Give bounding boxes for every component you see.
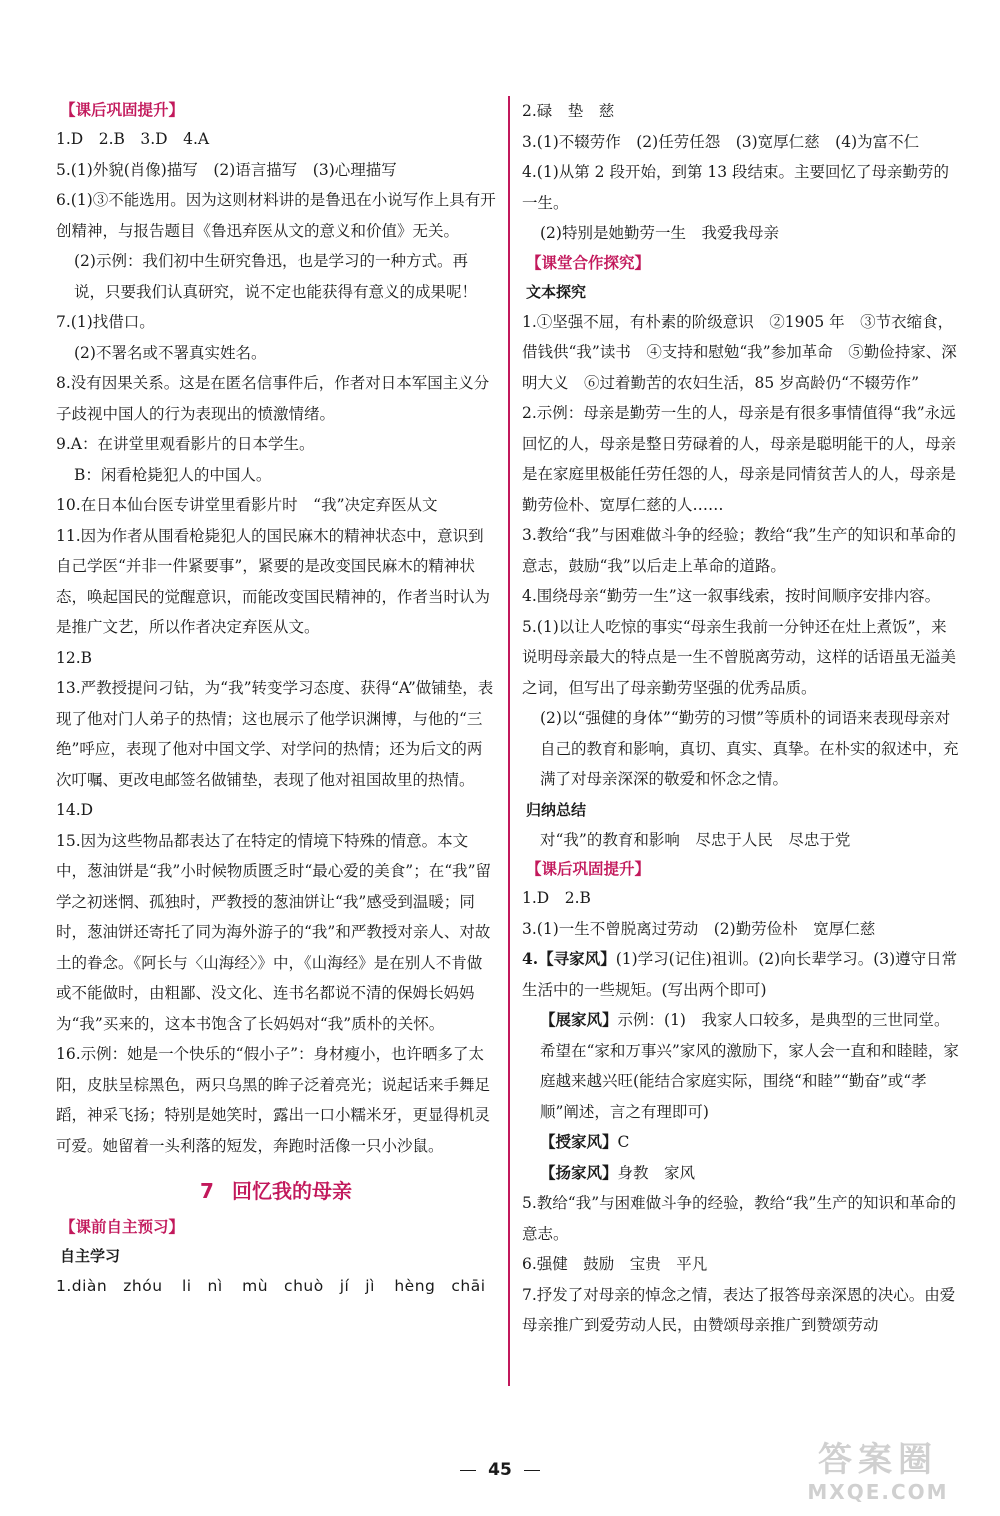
answer-tag: 【扬家风】: [540, 1162, 618, 1182]
answer-text: (1)学习(记住)祖训。(2)向长辈学习。(3)遵守日常生活中的一些规矩。(写出两个即可): [522, 950, 958, 999]
subsection-heading: 文本探究: [526, 282, 587, 301]
answer-text: 身教 家风: [617, 1163, 696, 1182]
answer-line: 5.教给“我”与困难做斗争的经验，教给“我”生产的知识和革命的意志。: [522, 1194, 956, 1243]
lesson-title: [56, 1169, 496, 1213]
answer-line: 2.示例：母亲是勤劳一生的人，母亲是有很多事情值得“我”永远回忆的人，母亲是整日劳碌着的人，母亲是聪明能干的人，母亲是在家庭里极能任劳任怨的人，母亲是同情贫苦人的人，母亲是勤劳俭朴、宽厚仁慈的人……: [522, 404, 957, 514]
section-heading: 【课前自主预习】: [60, 1218, 185, 1236]
answer-line: 16.示例：她是一个快乐的“假小子”：身材瘦小，也许晒多了太阳，皮肤呈棕黑色，两只乌黑的眸子泛着亮光；说起话来手舞足蹈，神采飞扬；特别是她笑时，露出一口小糯米牙，更显得机灵可爱。她留着一头利落的短发，奔跑时活像一只小沙鼠。: [56, 1045, 491, 1155]
watermark-line2: MXQE.COM: [807, 1480, 949, 1504]
answer-line: 12.B: [56, 648, 93, 667]
answer-tag: 【展家风】: [540, 1010, 618, 1029]
answer-line: 7.抒发了对母亲的悼念之情，表达了报答母亲深恩的决心。由爱母亲推广到爱劳动人民，由赞颂母亲推广到赞颂劳动: [522, 1285, 956, 1334]
right-column: [522, 96, 962, 1341]
answer-line: [522, 944, 962, 1005]
subsection-heading: 自主学习: [60, 1247, 121, 1265]
answer-line: 9.A：在讲堂里观看影片的日本学生。: [56, 435, 315, 453]
answer-line: 1.D 2.B 3.D 4.A: [56, 130, 210, 148]
answer-line: 5.(1)外貌(肖像)描写 (2)语言描写 (3)心理描写: [56, 160, 397, 179]
answer-line: [522, 1158, 962, 1189]
answer-line: 10.在日本仙台医专讲堂里看影片时 “我”决定弃医从文: [56, 496, 438, 514]
pinyin-answers: 1.diàn zhóu li nì mù chuò jí jì hèng chāi: [56, 1277, 486, 1295]
answer-line: 4.(1)从第 2 段开始，到第 13 段结束。主要回忆了母亲勤劳的一生。: [522, 163, 950, 212]
subsection-heading: 归纳总结: [526, 800, 587, 819]
answer-line: 15.因为这些物品都表达了在特定的情境下特殊的情意。本文中，葱油饼是“我”小时候物质匮乏时“最心爱的美食”；在“我”留学之初迷惘、孤独时，严教授的葱油饼让“我”感受到温暖；同时，葱油饼还寄托了同为海外游子的“我”和严教授对亲人、对故土的眷念。《阿长与〈山海经〉》中，《山海经》是在别人不肯做或不能做时，由粗鄙、没文化、连书名都说不清的保姆长妈妈为“我”买来的，这本书饱含了长妈妈对“我”质朴的关怀。: [56, 831, 492, 1033]
section-heading: 【课后巩固提升】: [526, 860, 651, 878]
answer-line: 8.没有因果关系。这是在匿名信事件后，作者对日本军国主义分子歧视中国人的行为表现出的愤激情绪。: [56, 374, 490, 423]
answer-line: 7.(1)找借口。: [56, 313, 155, 331]
lesson-number: 7: [200, 1179, 214, 1203]
answer-line: 2.碌 垫 慈: [522, 102, 615, 120]
answer-line: 1.D 2.B: [522, 889, 591, 907]
answer-line: 6.强健 鼓励 宝贵 平凡: [522, 1255, 708, 1273]
answer-line: 14.D: [56, 801, 94, 819]
answer-line: (2)以“强健的身体”“勤劳的习惯”等质朴的词语来表现母亲对自己的教育和影响，真切、真实、真挚。在朴实的叙述中，充满了对母亲深深的敬爱和怀念之情。: [540, 709, 959, 788]
answer-line: [522, 1005, 962, 1127]
section-heading: 【课后巩固提升】: [60, 101, 185, 119]
dash-left: [460, 1470, 476, 1471]
answer-tag: 【授家风】: [540, 1132, 618, 1151]
answer-line: 13.严教授提问刁钻，为“我”转变学习态度、获得“A”做铺垫，表现了他对门人弟子的热情；这也展示了他学识渊博，与他的“三绝”呼应，表现了他对中国文学、对学问的热情；还为后文的两次叮嘱、更改电邮签名做铺垫，表现了他对祖国故里的热情。: [56, 679, 494, 789]
answer-line: 1.①坚强不屈，有朴素的阶级意识 ②1905 年 ③节衣缩食，借钱供“我”读书 ④支持和慰勉“我”参加革命 ⑤勤俭持家、深明大义 ⑥过着勤苦的农妇生活，85 岁高龄仍“不辍劳作”: [522, 312, 957, 392]
answer-line: (2)示例：我们初中生研究鲁迅，也是学习的一种方式。再说，只要我们认真研究，说不定也能获得有意义的成果呢！: [74, 252, 478, 301]
answer-line: 4.围绕母亲“勤劳一生”这一叙事线索，按时间顺序安排内容。: [522, 587, 941, 605]
watermark-logo: [778, 1440, 978, 1510]
answer-text: C: [617, 1133, 630, 1151]
answer-line: (2)不署名或不署真实姓名。: [74, 343, 267, 362]
answer-line: 3.教给“我”与困难做斗争的经验；教给“我”生产的知识和革命的意志，鼓励“我”以后走上革命的道路。: [522, 526, 956, 575]
answer-tag: 4.【寻家风】: [522, 949, 616, 968]
answer-line: 3.(1)一生不曾脱离过劳动 (2)勤劳俭朴 宽厚仁慈: [522, 919, 876, 938]
answer-line: (2)特别是她勤劳一生 我爱我母亲: [540, 224, 779, 242]
answer-line: 3.(1)不辍劳作 (2)任劳任怨 (3)宽厚仁慈 (4)为富不仁: [522, 132, 920, 151]
column-divider: [508, 96, 510, 1386]
answer-line: [522, 1127, 962, 1158]
answer-line: 6.(1)③不能选用。因为这则材料讲的是鲁迅在小说写作上具有开创精神，与报告题目《鲁迅弃医从文的意义和价值》无关。: [56, 191, 496, 240]
answer-text: 示例：(1) 我家人口较多，是典型的三世同堂。希望在“家和万事兴”家风的激励下，家人会一直和和睦睦，家庭越来越兴旺(能结合家庭实际，围绕“和睦”“勤奋”或“孝顺”阐述，言之有理即可): [540, 1011, 959, 1121]
watermark-line1: 答案圈: [818, 1440, 938, 1480]
section-heading: 【课堂合作探究】: [526, 253, 651, 272]
answer-line: 5.(1)以让人吃惊的事实“母亲生我前一分钟还在灶上煮饭”，来说明母亲最大的特点是一生不曾脱离劳动，这样的话语虽无溢美之词，但写出了母亲勤劳坚强的优秀品质。: [522, 617, 957, 697]
left-column: [56, 96, 496, 1301]
dash-right: [524, 1470, 540, 1471]
answer-line: B：闲看枪毙犯人的中国人。: [74, 465, 272, 484]
lesson-title-text: 回忆我的母亲: [231, 1179, 352, 1203]
page-number-text: 45: [488, 1460, 512, 1480]
answer-line: 对“我”的教育和影响 尽忠于人民 尽忠于党: [540, 830, 851, 849]
answer-line: 11.因为作者从围看枪毙犯人的国民麻木的精神状态中，意识到自己学医“并非一件紧要事”，紧要的是改变国民麻木的精神状态，唤起国民的觉醒意识，而能改变国民精神的，作者当时认为是推广文艺，所以作者决定弃医从文。: [56, 526, 491, 636]
